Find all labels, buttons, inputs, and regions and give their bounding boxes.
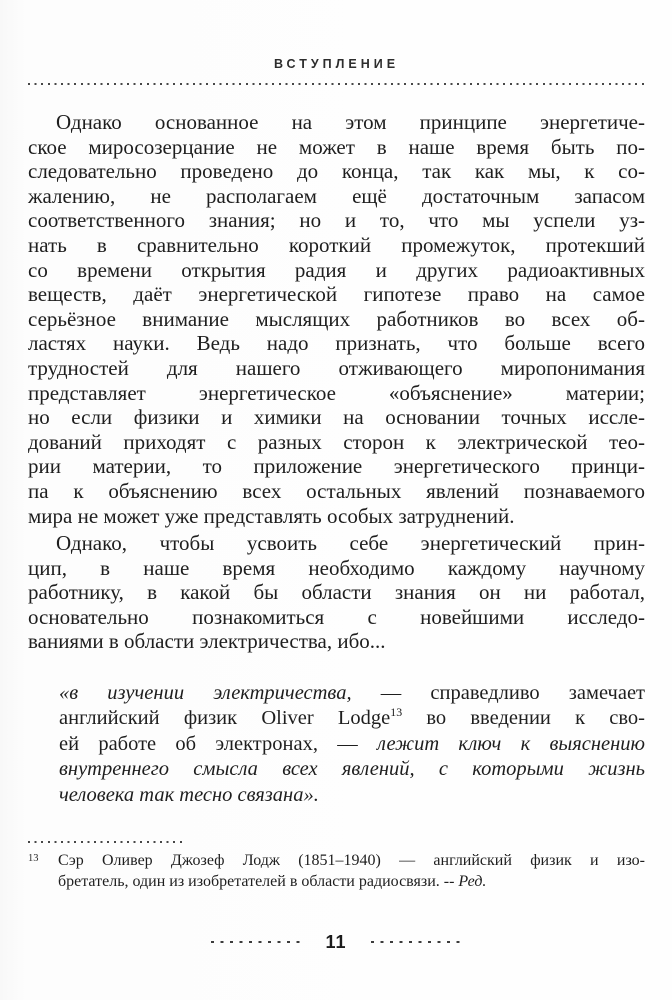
footnote-text xyxy=(58,851,645,892)
text-line xyxy=(59,783,645,808)
text-segment: жалению, не располагаем ещё достаточным запасом xyxy=(28,183,645,208)
footnote-marker: 13 xyxy=(28,853,39,864)
text-segment: Ред. xyxy=(458,872,487,890)
text-segment: со времени открытия радия и других радиоактивных xyxy=(28,257,645,282)
text-line xyxy=(28,307,645,332)
text-segment: ластях науки. Ведь надо признать, что больше всего xyxy=(28,331,645,356)
text-segment: ское миросозерцание не может в наше время быть по- xyxy=(28,134,645,159)
text-segment: дований приходят с разных сторон к электрической тео- xyxy=(28,429,645,454)
footnote-area xyxy=(28,841,645,892)
text-segment: цип, в наше время необходимо каждому научному xyxy=(28,555,645,580)
text-line xyxy=(59,732,645,757)
text-segment: следовательно проведено до конца, так как мы, к со- xyxy=(28,159,645,184)
block-quote xyxy=(59,681,645,808)
footer-right-dots xyxy=(371,941,461,943)
text-segment: веществ, даёт энергетической гипотезе право на самое xyxy=(28,282,645,307)
chapter-title: ВСТУПЛЕНИЕ xyxy=(273,57,400,71)
text-segment: ваниями в области электричества, ибо... xyxy=(28,629,386,654)
text-line xyxy=(59,706,645,731)
text-line xyxy=(28,580,645,605)
text-line xyxy=(28,282,645,307)
text-segment: английский физик Oliver Lodge xyxy=(59,707,391,730)
text-line xyxy=(28,356,645,381)
text-line xyxy=(28,159,645,184)
text-segment: па к объяснению всех остальных явлений познаваемого xyxy=(28,478,645,503)
text-segment: основательно познакомиться с новейшими исследо- xyxy=(28,604,645,629)
text-line xyxy=(58,851,645,872)
text-line xyxy=(28,110,645,135)
text-segment: работнику, в какой бы области знания он ни работал, xyxy=(28,580,645,605)
text-line xyxy=(28,184,645,209)
text-line xyxy=(28,258,645,283)
text-line xyxy=(28,531,645,556)
text-segment: ей работе об электронах, — xyxy=(59,732,377,755)
text-line xyxy=(58,872,645,893)
text-line xyxy=(28,331,645,356)
header-divider xyxy=(28,83,645,85)
text-segment: лежит ключ к выяснению xyxy=(377,732,645,755)
text-segment: серьёзное внимание мыслящих работников во всех об- xyxy=(28,306,645,331)
text-segment: нать в сравнительно короткий промежуток, протекший xyxy=(28,232,645,257)
footer-left-dots xyxy=(211,941,301,943)
text-segment: внутреннего смысла всех явлений, с которыми жизнь xyxy=(59,758,645,781)
running-header xyxy=(28,57,645,71)
paragraph-2 xyxy=(28,531,645,654)
superscript-ref: 13 xyxy=(390,705,403,720)
text-segment: рии материи, то приложение энергетического принци- xyxy=(28,454,645,479)
text-segment: Однако, чтобы усвоить себе энергетический прин- xyxy=(56,531,645,556)
text-line xyxy=(28,233,645,258)
text-segment: но если физики и химики на основании точных иссле- xyxy=(28,405,645,430)
text-line xyxy=(28,479,645,504)
text-line xyxy=(28,208,645,233)
text-line xyxy=(28,135,645,160)
page-footer xyxy=(0,932,672,952)
text-segment: «в изучении электричества, xyxy=(59,682,352,705)
text-segment: во введении к сво- xyxy=(402,707,645,730)
text-line xyxy=(28,405,645,430)
text-line xyxy=(28,629,645,654)
text-segment: бретатель, один из изобретателей в области радиосвязи. -- xyxy=(58,872,459,890)
text-segment: Сэр Оливер Джозеф Лодж (1851–1940) — английский физик и изо- xyxy=(58,852,645,869)
body-text xyxy=(28,110,645,808)
text-line xyxy=(28,430,645,455)
text-segment: представляет энергетическое «объяснение» материи; xyxy=(28,380,645,405)
footnote-divider xyxy=(28,841,186,843)
text-segment: трудностей для нашего отживающего миропонимания xyxy=(28,355,645,380)
text-segment: человека так тесно связана». xyxy=(59,783,319,806)
text-line xyxy=(59,681,645,706)
text-line xyxy=(28,454,645,479)
page-number: 11 xyxy=(325,932,347,952)
text-line xyxy=(28,381,645,406)
text-line xyxy=(28,556,645,581)
text-segment: — справедливо замечает xyxy=(351,682,646,705)
text-line xyxy=(28,605,645,630)
text-segment: соответственного знания; но и то, что мы успели уз- xyxy=(28,208,645,233)
text-segment: мира не может уже представлять особых затруднений. xyxy=(28,503,515,528)
paragraph-1 xyxy=(28,110,645,528)
text-line xyxy=(28,504,645,529)
text-segment: Однако основанное на этом принципе энергетиче- xyxy=(56,110,645,134)
text-line xyxy=(59,757,645,782)
footnote xyxy=(28,851,645,892)
